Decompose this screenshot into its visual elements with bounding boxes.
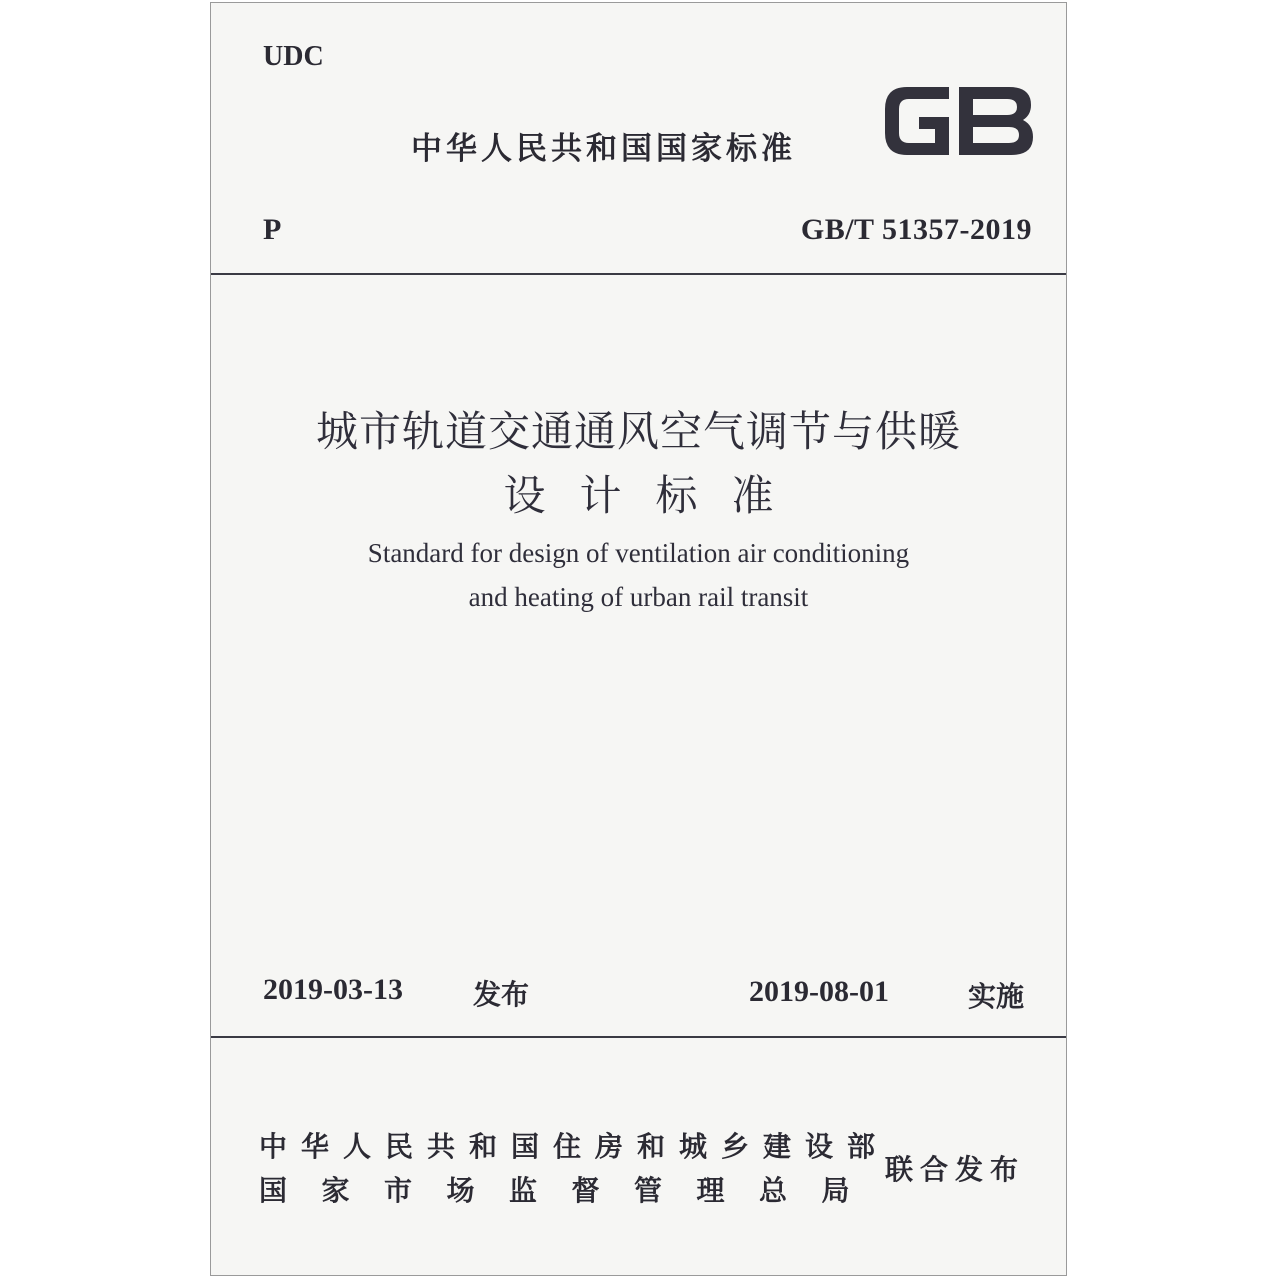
title-english-line-1: Standard for design of ventilation air conditioning bbox=[367, 538, 910, 568]
standard-cover bbox=[210, 2, 1067, 1276]
title-english-line-2: and heating of urban rail transit bbox=[468, 582, 809, 612]
joint-release-label: 联合发布 bbox=[885, 1153, 1026, 1186]
issue-label: 发布 bbox=[473, 978, 530, 1011]
title-chinese-line-2: 设计标准 bbox=[503, 471, 808, 520]
title-chinese-line-1: 城市轨道交通通风空气调节与供暖 bbox=[315, 407, 961, 456]
top-divider bbox=[211, 273, 1066, 275]
issue-date: 2019-03-13 bbox=[263, 973, 403, 1006]
bottom-divider bbox=[211, 1036, 1066, 1038]
gb-logo bbox=[879, 79, 1037, 163]
national-standard-heading: 中华人民共和国国家标准 bbox=[411, 131, 796, 167]
implementation-label: 实施 bbox=[968, 980, 1025, 1013]
issuer-ministry: 中华人民共和国住房和城乡建设部 bbox=[259, 1130, 890, 1163]
udc-label: UDC bbox=[263, 41, 324, 72]
standard-number: GB/T 51357-2019 bbox=[800, 213, 1032, 246]
issuer-administration: 国家市场监督管理总局 bbox=[259, 1174, 885, 1207]
classification-code: P bbox=[263, 213, 282, 246]
implementation-date: 2019-08-01 bbox=[749, 975, 889, 1008]
